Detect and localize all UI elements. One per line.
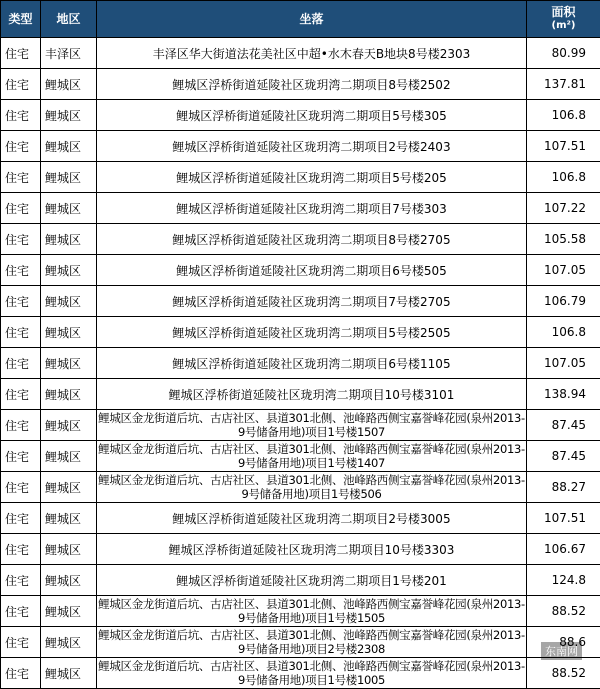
cell-type: 住宅 [1,534,41,565]
cell-type: 住宅 [1,100,41,131]
table-row [1,100,600,131]
cell-district: 鲤城区 [41,69,97,100]
cell-area: 88.52 [527,658,600,689]
cell-type: 住宅 [1,317,41,348]
cell-type: 住宅 [1,627,41,658]
cell-area: 106.67 [527,534,600,565]
cell-location: 鲤城区浮桥街道延陵社区珑玥湾二期项目7号楼303 [97,193,527,224]
cell-district: 鲤城区 [41,534,97,565]
table-row [1,224,600,255]
table-row [1,348,600,379]
header-district: 地区 [41,1,97,38]
cell-type: 住宅 [1,503,41,534]
cell-area: 105.58 [527,224,600,255]
cell-area: 138.94 [527,379,600,410]
cell-area: 107.05 [527,255,600,286]
cell-area: 88.27 [527,472,600,503]
table-row [1,193,600,224]
cell-location: 鲤城区金龙街道后坑、古店社区、县道301北侧、池峰路西侧宝嘉誉峰花园(泉州2013-9号储备用地)项目1号楼1407 [97,441,527,472]
cell-type: 住宅 [1,131,41,162]
cell-location: 鲤城区浮桥街道延陵社区珑玥湾二期项目5号楼305 [97,100,527,131]
cell-location: 鲤城区金龙街道后坑、古店社区、县道301北侧、池峰路西侧宝嘉誉峰花园(泉州2013-9号储备用地)项目1号楼1505 [97,596,527,627]
cell-type: 住宅 [1,193,41,224]
cell-district: 丰泽区 [41,38,97,69]
cell-location: 鲤城区金龙街道后坑、古店社区、县道301北侧、池峰路西侧宝嘉誉峰花园(泉州2013-9号储备用地)项目1号楼1005 [97,658,527,689]
cell-location: 鲤城区浮桥街道延陵社区珑玥湾二期项目8号楼2502 [97,69,527,100]
table-row [1,255,600,286]
cell-location: 鲤城区浮桥街道延陵社区珑玥湾二期项目1号楼201 [97,565,527,596]
header-area-unit: (m²) [527,19,600,33]
cell-area: 87.45 [527,410,600,441]
cell-location: 鲤城区浮桥街道延陵社区珑玥湾二期项目7号楼2705 [97,286,527,317]
cell-type: 住宅 [1,658,41,689]
cell-area: 107.22 [527,193,600,224]
table-row [1,565,600,596]
cell-district: 鲤城区 [41,410,97,441]
cell-area: 106.8 [527,317,600,348]
cell-area: 106.79 [527,286,600,317]
table-row [1,410,600,441]
cell-location: 鲤城区浮桥街道延陵社区珑玥湾二期项目8号楼2705 [97,224,527,255]
cell-district: 鲤城区 [41,441,97,472]
cell-location: 鲤城区浮桥街道延陵社区珑玥湾二期项目2号楼3005 [97,503,527,534]
cell-type: 住宅 [1,441,41,472]
table-row [1,38,600,69]
cell-district: 鲤城区 [41,131,97,162]
header-type: 类型 [1,1,41,38]
table-row [1,472,600,503]
table-row [1,441,600,472]
table-row [1,534,600,565]
cell-district: 鲤城区 [41,379,97,410]
cell-location: 鲤城区金龙街道后坑、古店社区、县道301北侧、池峰路西侧宝嘉誉峰花园(泉州2013-9号储备用地)项目1号楼506 [97,472,527,503]
cell-area: 137.81 [527,69,600,100]
cell-type: 住宅 [1,596,41,627]
cell-area: 106.8 [527,162,600,193]
cell-district: 鲤城区 [41,286,97,317]
table-row [1,503,600,534]
cell-type: 住宅 [1,379,41,410]
cell-type: 住宅 [1,410,41,441]
table-row [1,317,600,348]
table-row [1,379,600,410]
cell-location: 鲤城区浮桥街道延陵社区珑玥湾二期项目10号楼3303 [97,534,527,565]
table-row [1,627,600,658]
cell-type: 住宅 [1,565,41,596]
cell-district: 鲤城区 [41,503,97,534]
cell-district: 鲤城区 [41,348,97,379]
cell-district: 鲤城区 [41,224,97,255]
header-area [527,1,600,38]
cell-district: 鲤城区 [41,472,97,503]
header-location: 坐落 [97,1,527,38]
cell-district: 鲤城区 [41,193,97,224]
cell-location: 鲤城区金龙街道后坑、古店社区、县道301北侧、池峰路西侧宝嘉誉峰花园(泉州2013-9号储备用地)项目2号楼2308 [97,627,527,658]
cell-type: 住宅 [1,472,41,503]
cell-area: 106.8 [527,100,600,131]
cell-location: 丰泽区华大街道法花美社区中超•水木春天B地块8号楼2303 [97,38,527,69]
cell-type: 住宅 [1,69,41,100]
cell-type: 住宅 [1,255,41,286]
cell-type: 住宅 [1,38,41,69]
table-row [1,596,600,627]
cell-district: 鲤城区 [41,100,97,131]
cell-area: 107.51 [527,503,600,534]
cell-district: 鲤城区 [41,565,97,596]
cell-location: 鲤城区浮桥街道延陵社区珑玥湾二期项目5号楼2505 [97,317,527,348]
cell-district: 鲤城区 [41,596,97,627]
watermark: 东南网 [541,642,582,660]
cell-area: 107.05 [527,348,600,379]
cell-district: 鲤城区 [41,255,97,286]
cell-location: 鲤城区浮桥街道延陵社区珑玥湾二期项目10号楼3101 [97,379,527,410]
cell-area: 88.6 [527,627,600,658]
table-row [1,131,600,162]
cell-area: 107.51 [527,131,600,162]
cell-area: 87.45 [527,441,600,472]
table-row [1,658,600,689]
table-row [1,69,600,100]
header-area-label: 面积 [551,5,575,19]
header-row [1,1,600,38]
cell-district: 鲤城区 [41,658,97,689]
cell-area: 80.99 [527,38,600,69]
cell-type: 住宅 [1,286,41,317]
cell-location: 鲤城区浮桥街道延陵社区珑玥湾二期项目5号楼205 [97,162,527,193]
cell-type: 住宅 [1,224,41,255]
cell-district: 鲤城区 [41,317,97,348]
cell-type: 住宅 [1,348,41,379]
cell-type: 住宅 [1,162,41,193]
cell-location: 鲤城区金龙街道后坑、古店社区、县道301北侧、池峰路西侧宝嘉誉峰花园(泉州2013-9号储备用地)项目1号楼1507 [97,410,527,441]
table-body [1,38,600,689]
cell-location: 鲤城区浮桥街道延陵社区珑玥湾二期项目2号楼2403 [97,131,527,162]
cell-area: 124.8 [527,565,600,596]
cell-district: 鲤城区 [41,162,97,193]
cell-location: 鲤城区浮桥街道延陵社区珑玥湾二期项目6号楼1105 [97,348,527,379]
cell-location: 鲤城区浮桥街道延陵社区珑玥湾二期项目6号楼505 [97,255,527,286]
table-row [1,162,600,193]
cell-district: 鲤城区 [41,627,97,658]
table-row [1,286,600,317]
cell-area: 88.52 [527,596,600,627]
